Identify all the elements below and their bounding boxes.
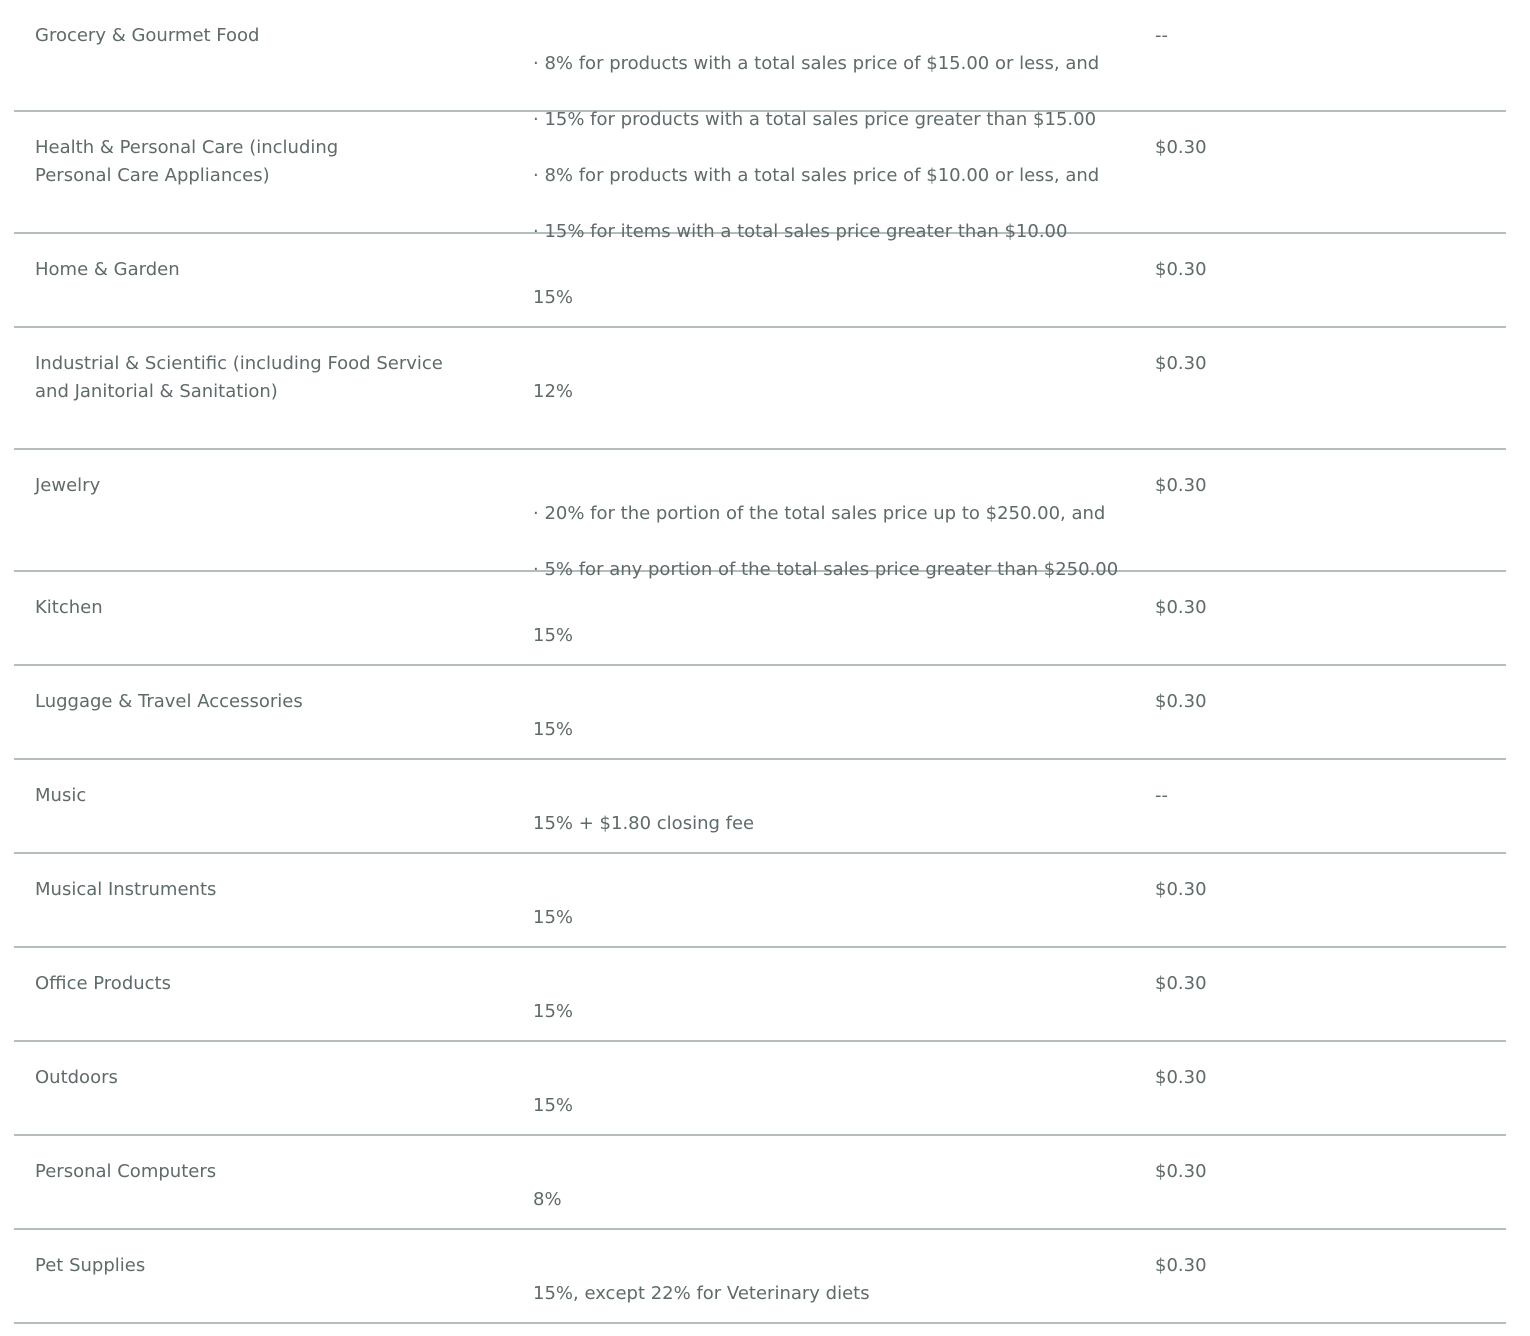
minimum-fee-cell: $0.30 bbox=[1155, 1161, 1207, 1182]
referral-fee-line: 8% bbox=[533, 1189, 562, 1210]
category-cell: Health & Personal Care (including Personal Care Appliances) bbox=[35, 137, 339, 186]
category-cell: Music bbox=[35, 785, 87, 806]
category-cell: Personal Computers bbox=[35, 1161, 217, 1182]
minimum-fee-cell: $0.30 bbox=[1155, 691, 1207, 712]
table-row bbox=[14, 948, 1506, 1042]
table-row bbox=[14, 0, 1506, 130]
minimum-fee-cell: $0.30 bbox=[1155, 1067, 1207, 1088]
referral-fee-line: 15% bbox=[533, 907, 574, 928]
table-row bbox=[14, 572, 1506, 666]
minimum-fee-cell: $0.30 bbox=[1155, 353, 1207, 374]
minimum-fee-cell: -- bbox=[1155, 25, 1168, 46]
referral-fee-line: · 15% for products with a total sales price greater than $15.00 bbox=[533, 109, 1097, 130]
table-row bbox=[14, 1042, 1506, 1136]
referral-fee-line: 15%, except 22% for Veterinary diets bbox=[533, 1283, 870, 1304]
referral-fee-line: 15% bbox=[533, 287, 574, 308]
minimum-fee-cell: $0.30 bbox=[1155, 1255, 1207, 1276]
category-cell: Luggage & Travel Accessories bbox=[35, 691, 303, 712]
referral-fee-line: · 8% for products with a total sales price of $15.00 or less, and bbox=[533, 53, 1100, 74]
minimum-fee-cell: $0.30 bbox=[1155, 475, 1207, 496]
referral-fee-line: 15% bbox=[533, 1095, 574, 1116]
category-cell: Kitchen bbox=[35, 597, 103, 618]
minimum-fee-cell: $0.30 bbox=[1155, 973, 1207, 994]
category-cell: Outdoors bbox=[35, 1067, 118, 1088]
referral-fee-line: · 15% for items with a total sales price greater than $10.00 bbox=[533, 221, 1068, 242]
table-row bbox=[14, 1230, 1506, 1324]
category-cell: Industrial & Scientific (including Food Service and Janitorial & Sanitation) bbox=[35, 353, 443, 402]
table-row bbox=[14, 1136, 1506, 1230]
category-cell: Grocery & Gourmet Food bbox=[35, 25, 260, 46]
table-row bbox=[14, 112, 1506, 242]
referral-fee-cell bbox=[533, 1252, 1123, 1336]
referral-fee-line: 15% bbox=[533, 625, 574, 646]
table-row bbox=[14, 854, 1506, 948]
table-row bbox=[14, 450, 1506, 580]
referral-fee-line: · 5% for any portion of the total sales price greater than $250.00 bbox=[533, 559, 1119, 580]
minimum-fee-cell: -- bbox=[1155, 785, 1168, 806]
table-row bbox=[14, 328, 1506, 450]
minimum-fee-cell: $0.30 bbox=[1155, 597, 1207, 618]
table-row bbox=[14, 234, 1506, 328]
referral-fee-cell bbox=[533, 350, 1123, 434]
referral-fee-line: · 8% for products with a total sales price of $10.00 or less, and bbox=[533, 165, 1100, 186]
referral-fee-line: 15% bbox=[533, 719, 574, 740]
minimum-fee-cell: $0.30 bbox=[1155, 259, 1207, 280]
referral-fee-line: · 20% for the portion of the total sales price up to $250.00, and bbox=[533, 503, 1106, 524]
table-row bbox=[14, 666, 1506, 760]
category-cell: Jewelry bbox=[35, 475, 101, 496]
referral-fee-table bbox=[14, 0, 1506, 1324]
referral-fee-line: 12% bbox=[533, 381, 574, 402]
referral-fee-line: 15% + $1.80 closing fee bbox=[533, 813, 755, 834]
category-cell: Musical Instruments bbox=[35, 879, 217, 900]
table-row bbox=[14, 760, 1506, 854]
category-cell: Office Products bbox=[35, 973, 171, 994]
category-cell: Pet Supplies bbox=[35, 1255, 146, 1276]
category-cell: Home & Garden bbox=[35, 259, 180, 280]
minimum-fee-cell: $0.30 bbox=[1155, 137, 1207, 158]
minimum-fee-cell: $0.30 bbox=[1155, 879, 1207, 900]
referral-fee-line: 15% bbox=[533, 1001, 574, 1022]
